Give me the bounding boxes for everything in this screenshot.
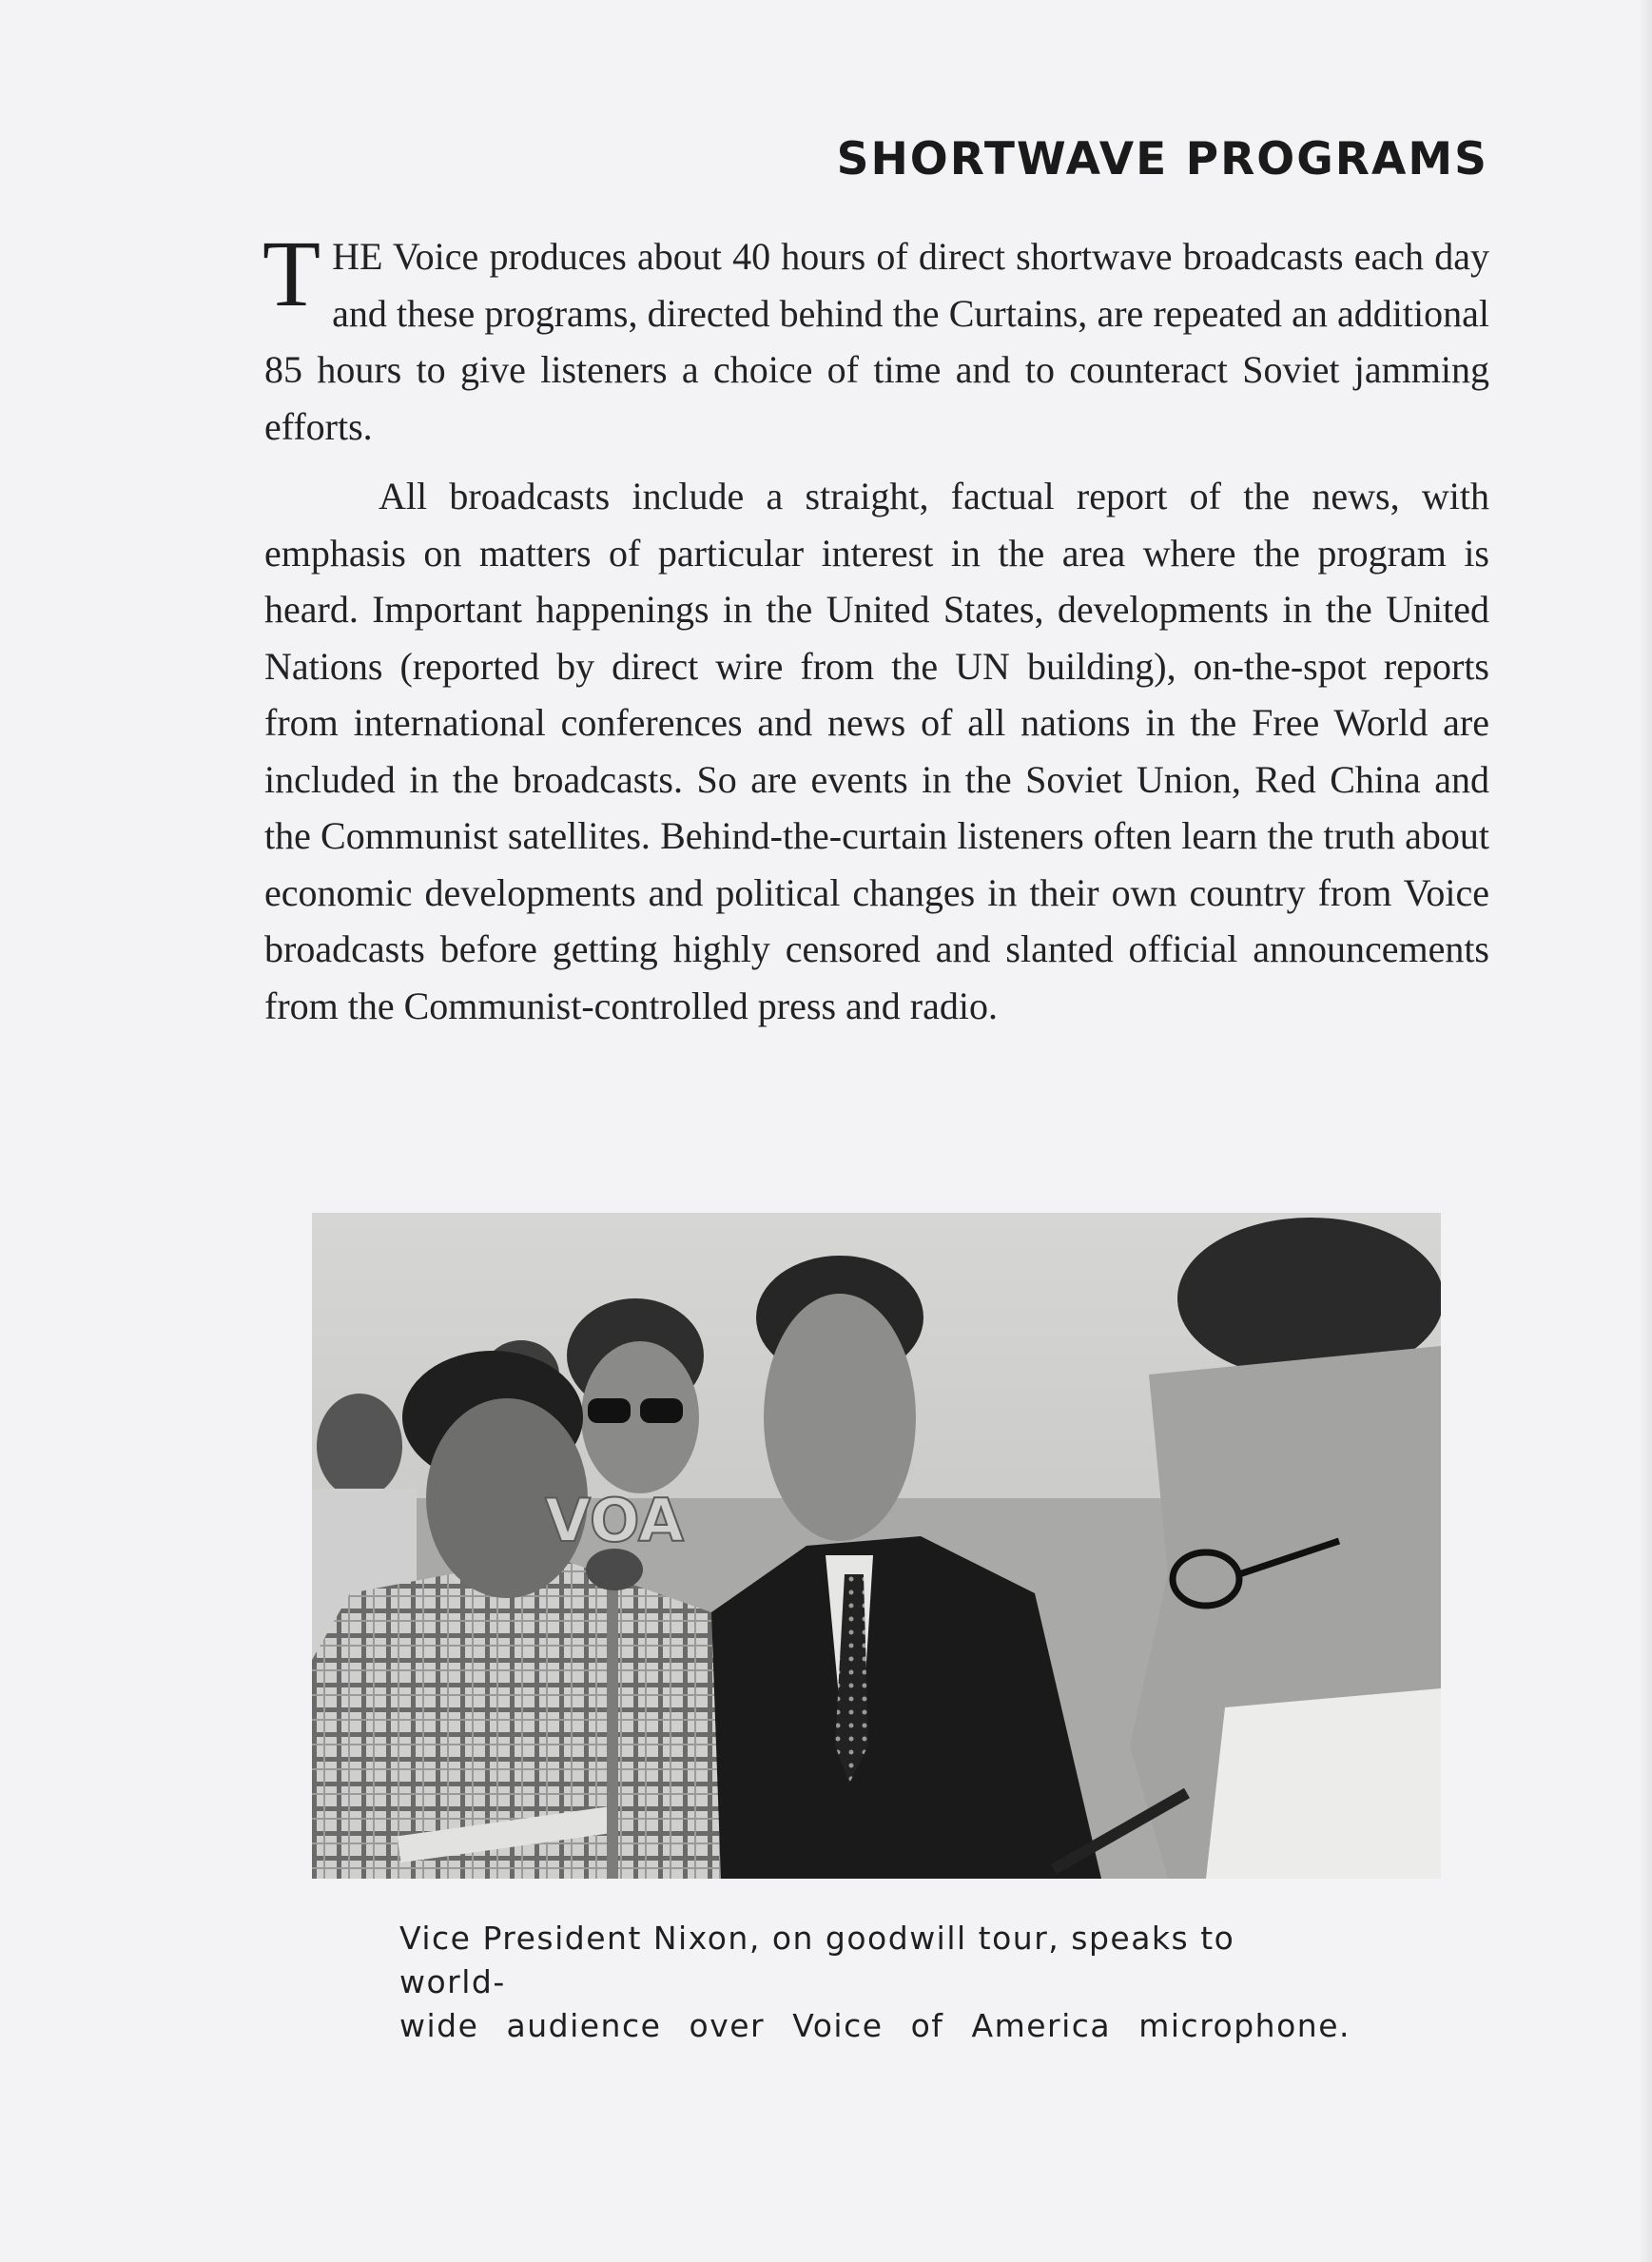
caption-line-1: Vice President Nixon, on goodwill tour, speaks to world- bbox=[399, 1920, 1235, 2000]
paragraph-2: All broadcasts include a straight, factual report of the news, with emphasis on matters of particular interest in the area where the program is heard. Important happenings in the United States, developments in the United Nations (reported by direct wire from the UN building), on-the-spot reports from international conferences and news of all nations in the Free World are included in the broadcasts. So are events in the Soviet Union, Red China and the Communist satellites. Behind-the-curtain listeners often learn the truth about economic developments and political changes in their own country from Voice broadcasts before getting highly censored and slanted official announcements from the Communist-controlled press and radio. bbox=[264, 475, 1489, 1027]
nixon-face bbox=[764, 1294, 916, 1541]
sunglasses bbox=[640, 1398, 683, 1423]
photograph bbox=[312, 1213, 1441, 1879]
photo-caption bbox=[399, 1917, 1351, 2048]
page-edge bbox=[1639, 0, 1652, 2262]
man-glasses-shirt bbox=[1206, 1688, 1441, 1879]
voa-microphone-sign: VOA bbox=[545, 1486, 684, 1555]
body-text bbox=[262, 221, 1489, 1034]
sunglasses bbox=[588, 1398, 631, 1423]
paragraph-1 bbox=[262, 221, 1489, 455]
photo-illustration bbox=[312, 1213, 1441, 1879]
caption-line-2: wide audience over Voice of America microphone. bbox=[399, 2007, 1351, 2044]
section-heading: SHORTWAVE PROGRAMS bbox=[836, 133, 1488, 185]
paragraph-1-text: HE Voice produces about 40 hours of direct shortwave broadcasts each day and these programs, directed behind the Curtains, are repeated an additional 85 hours to give listeners a choice of time and to counteract Soviet jamming efforts. bbox=[264, 235, 1489, 448]
background-person bbox=[317, 1394, 402, 1498]
microphone-stand bbox=[607, 1579, 618, 1879]
drop-cap: T bbox=[262, 221, 321, 326]
